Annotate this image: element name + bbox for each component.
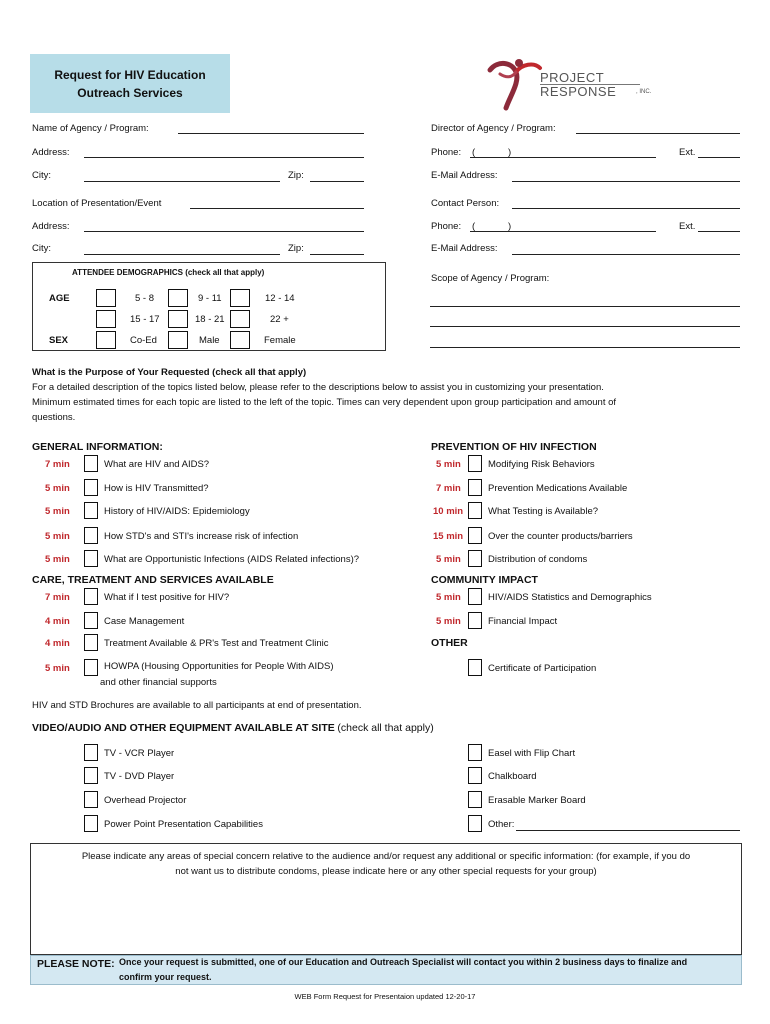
age-15-17-label: 15 - 17	[130, 314, 160, 325]
city2-field[interactable]	[84, 254, 280, 255]
prevention-topic-4: Over the counter products/barriers	[488, 531, 633, 542]
community-topic-2: Financial Impact	[488, 616, 558, 627]
checkbox-age-5-8[interactable]	[96, 289, 116, 307]
logo-figure-icon	[486, 56, 546, 112]
checkbox-care-1[interactable]	[84, 588, 98, 605]
phone-area-close: )	[508, 147, 512, 158]
general-topic-5: What are Opportunistic Infections (AIDS Related infections)?	[104, 554, 360, 565]
age-5-8-label: 5 - 8	[135, 293, 155, 304]
community-time-2: 5 min	[436, 616, 461, 627]
address-field[interactable]	[84, 157, 364, 158]
care-time-4: 5 min	[45, 663, 70, 674]
sex-coed-label: Co-Ed	[130, 335, 157, 346]
special-requests-box[interactable]	[30, 843, 742, 955]
care-heading: CARE, TREATMENT AND SERVICES AVAILABLE	[32, 574, 274, 586]
city2-label: City:	[32, 243, 51, 254]
checkbox-community-2[interactable]	[468, 612, 482, 629]
age-18-21-label: 18 - 21	[195, 314, 225, 325]
checkbox-prevention-4[interactable]	[468, 527, 482, 544]
prevention-time-5: 5 min	[436, 554, 461, 565]
checkbox-age-22-plus[interactable]	[230, 310, 250, 328]
purpose-heading: What is the Purpose of Your Requested (check all that apply)	[32, 367, 307, 378]
checkbox-prevention-1[interactable]	[468, 455, 482, 472]
location-field[interactable]	[190, 208, 364, 209]
general-time-4: 5 min	[45, 531, 70, 542]
age-12-14-label: 12 - 14	[265, 293, 295, 304]
checkbox-equip-dvd[interactable]	[84, 767, 98, 784]
checkbox-equip-other[interactable]	[468, 815, 482, 832]
prevention-topic-5: Distribution of condoms	[488, 554, 588, 565]
general-heading: GENERAL INFORMATION:	[32, 441, 163, 453]
care-topic-1: What if I test positive for HIV?	[104, 592, 230, 603]
purpose-text-3: questions.	[32, 412, 76, 423]
purpose-text-1: For a detailed description of the topics listed below, please refer to the descriptions below to assist you in customizing your presentation.	[32, 382, 604, 393]
general-topic-1: What are HIV and AIDS?	[104, 459, 210, 470]
checkbox-age-12-14[interactable]	[230, 289, 250, 307]
phone-label: Phone:	[431, 147, 462, 158]
ext2-field[interactable]	[698, 231, 740, 232]
checkbox-care-2[interactable]	[84, 612, 98, 629]
general-time-1: 7 min	[45, 459, 70, 470]
prevention-topic-2: Prevention Medications Available	[488, 483, 628, 494]
demographics-heading: ATTENDEE DEMOGRAPHICS (check all that apply)	[72, 268, 265, 277]
form-title-line1: Request for HIV Education	[54, 68, 206, 82]
care-time-2: 4 min	[45, 616, 70, 627]
prevention-topic-3: What Testing is Available?	[488, 506, 599, 517]
checkbox-general-4[interactable]	[84, 527, 98, 544]
location-label: Location of Presentation/Event	[32, 198, 162, 209]
email2-field[interactable]	[512, 254, 740, 255]
phone-field[interactable]	[470, 157, 656, 158]
prevention-heading: PREVENTION OF HIV INFECTION	[431, 441, 597, 453]
care-topic-3: Treatment Available & PR's Test and Treatment Clinic	[104, 638, 329, 649]
equipment-heading-suffix: (check all that apply)	[337, 722, 434, 734]
equip-dvd-label: TV - DVD Player	[104, 771, 175, 782]
general-time-2: 5 min	[45, 483, 70, 494]
scope-label: Scope of Agency / Program:	[431, 273, 550, 284]
please-note-line2: confirm your request.	[119, 972, 212, 982]
checkbox-equip-chalkboard[interactable]	[468, 767, 482, 784]
project-response-logo	[486, 56, 666, 112]
phone2-area-close: )	[508, 221, 512, 232]
checkbox-care-4[interactable]	[84, 659, 98, 676]
phone2-field[interactable]	[470, 231, 656, 232]
care-topic-4-cont: and other financial supports	[100, 677, 217, 688]
checkbox-equip-overhead[interactable]	[84, 791, 98, 808]
checkbox-age-18-21[interactable]	[168, 310, 188, 328]
equip-powerpoint-label: Power Point Presentation Capabilities	[104, 819, 263, 830]
equip-other-label: Other:	[488, 819, 515, 830]
prevention-topic-1: Modifying Risk Behaviors	[488, 459, 595, 470]
equip-chalkboard-label: Chalkboard	[488, 771, 537, 782]
phone2-area-open: (	[472, 221, 476, 232]
community-heading: COMMUNITY IMPACT	[431, 574, 538, 586]
prevention-time-4: 15 min	[433, 531, 464, 542]
equipment-heading-row	[32, 722, 434, 734]
checkbox-general-5[interactable]	[84, 550, 98, 567]
sex-male-label: Male	[199, 335, 220, 346]
purpose-text-2: Minimum estimated times for each topic are listed to the left of the topic. Times can very dependent upon group participation and amount of	[32, 397, 617, 408]
contact-person-label: Contact Person:	[431, 198, 500, 209]
age-label: AGE	[49, 293, 70, 304]
contact-person-field[interactable]	[512, 208, 740, 209]
checkbox-general-3[interactable]	[84, 502, 98, 519]
general-topic-3: History of HIV/AIDS: Epidemiology	[104, 506, 250, 517]
care-topic-4: HOWPA (Housing Opportunities for People With AIDS)	[104, 661, 334, 672]
equip-vcr-label: TV - VCR Player	[104, 748, 175, 759]
checkbox-certificate[interactable]	[468, 659, 482, 676]
prevention-time-3: 10 min	[433, 506, 464, 517]
ext-label: Ext.	[679, 147, 696, 158]
city-field[interactable]	[84, 181, 280, 182]
checkbox-sex-coed[interactable]	[96, 331, 116, 349]
checkbox-general-2[interactable]	[84, 479, 98, 496]
logo-name-line1: PROJECT	[540, 70, 605, 85]
address2-label: Address:	[32, 221, 70, 232]
checkbox-equip-powerpoint[interactable]	[84, 815, 98, 832]
zip2-field[interactable]	[310, 254, 364, 255]
equip-marker-board-label: Erasable Marker Board	[488, 795, 586, 806]
brochures-note: HIV and STD Brochures are available to all participants at end of presentation.	[32, 700, 362, 711]
care-topic-2: Case Management	[104, 616, 185, 627]
phone-area-open: (	[472, 147, 476, 158]
care-time-3: 4 min	[45, 638, 70, 649]
checkbox-sex-female[interactable]	[230, 331, 250, 349]
please-note-label: PLEASE NOTE:	[37, 958, 115, 970]
checkbox-community-1[interactable]	[468, 588, 482, 605]
director-field[interactable]	[576, 133, 740, 134]
checkbox-equip-easel[interactable]	[468, 744, 482, 761]
equip-overhead-label: Overhead Projector	[104, 795, 187, 806]
phone2-label: Phone:	[431, 221, 462, 232]
prevention-time-2: 7 min	[436, 483, 461, 494]
general-time-5: 5 min	[45, 554, 70, 565]
checkbox-sex-male[interactable]	[168, 331, 188, 349]
sex-label: SEX	[49, 335, 69, 346]
email-field[interactable]	[512, 181, 740, 182]
city-label: City:	[32, 170, 51, 181]
agency-name-field[interactable]	[178, 133, 364, 134]
checkbox-prevention-5[interactable]	[468, 550, 482, 567]
address2-field[interactable]	[84, 231, 364, 232]
ext-field[interactable]	[698, 157, 740, 158]
address-label: Address:	[32, 147, 70, 158]
email-label: E-Mail Address:	[431, 170, 498, 181]
scope-line-2[interactable]	[430, 326, 740, 327]
other-heading: OTHER	[431, 637, 468, 649]
prevention-time-1: 5 min	[436, 459, 461, 470]
scope-line-1[interactable]	[430, 306, 740, 307]
general-topic-4: How STD's and STI's increase risk of infection	[104, 531, 299, 542]
community-topic-1: HIV/AIDS Statistics and Demographics	[488, 592, 652, 603]
general-time-3: 5 min	[45, 506, 70, 517]
checkbox-prevention-3[interactable]	[468, 502, 482, 519]
ext2-label: Ext.	[679, 221, 696, 232]
equip-easel-label: Easel with Flip Chart	[488, 748, 576, 759]
scope-line-3[interactable]	[430, 347, 740, 348]
sex-female-label: Female	[264, 335, 296, 346]
logo-name-line2: RESPONSE	[540, 84, 617, 99]
general-topic-2: How is HIV Transmitted?	[104, 483, 209, 494]
community-time-1: 5 min	[436, 592, 461, 603]
zip-label: Zip:	[288, 170, 304, 181]
checkbox-age-9-11[interactable]	[168, 289, 188, 307]
form-title	[30, 54, 230, 113]
special-requests-instructions: Please indicate any areas of special concern relative to the audience and/or request any additional or specific information: (for example, if you do not want us to distribute condoms, please indicate here or any other special requests for your group)	[81, 851, 691, 877]
checkbox-care-3[interactable]	[84, 634, 98, 651]
checkbox-age-15-17[interactable]	[96, 310, 116, 328]
certificate-label: Certificate of Participation	[488, 663, 597, 674]
please-note-line1: Once your request is submitted, one of our Education and Outreach Specialist will contact you within 2 business days to finalize and	[119, 957, 688, 967]
checkbox-general-1[interactable]	[84, 455, 98, 472]
agency-name-label: Name of Agency / Program:	[32, 123, 149, 134]
equipment-heading: VIDEO/AUDIO AND OTHER EQUIPMENT AVAILABLE AT SITE	[32, 722, 335, 734]
email2-label: E-Mail Address:	[431, 243, 498, 254]
care-time-1: 7 min	[45, 592, 70, 603]
checkbox-equip-marker-board[interactable]	[468, 791, 482, 808]
age-22-plus-label: 22 +	[270, 314, 289, 325]
zip-field[interactable]	[310, 181, 364, 182]
checkbox-prevention-2[interactable]	[468, 479, 482, 496]
equip-other-field[interactable]	[516, 830, 740, 831]
director-label: Director of Agency / Program:	[431, 123, 556, 134]
footer-text: WEB Form Request for Presentaion updated 12-20-17	[294, 992, 476, 1001]
please-note-bar	[30, 955, 742, 985]
zip2-label: Zip:	[288, 243, 304, 254]
logo-suffix: , INC.	[636, 89, 652, 95]
checkbox-equip-vcr[interactable]	[84, 744, 98, 761]
age-9-11-label: 9 - 11	[198, 293, 222, 304]
form-title-line2: Outreach Services	[77, 86, 183, 100]
